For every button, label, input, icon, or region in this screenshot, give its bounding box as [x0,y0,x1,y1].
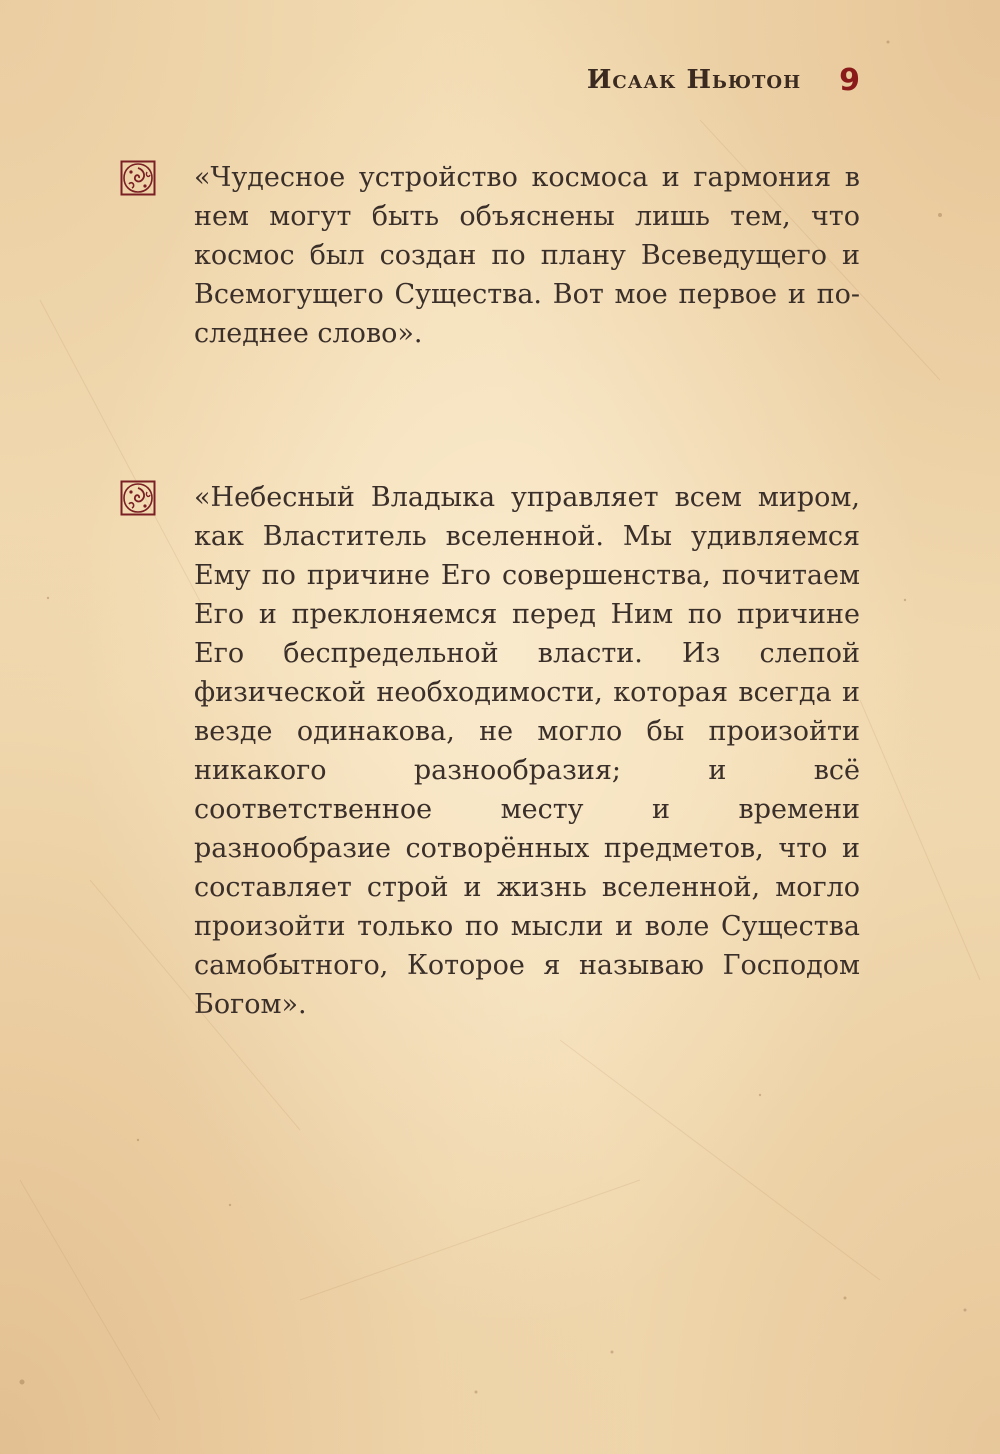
quote-block [120,478,860,1024]
quote-text: «Небесный Владыка управляет всем миром, как Властитель вселенной. Мы удивляемся Ему по причине Его совершенства, почитаем Его и преклоняемся перед Ним по причине Его беспредельной власти. Из слепой физической необходимости, которая всегда и везде одинакова, не могло бы произойти никакого разнообразия; и всё соответственное месту и времени разнообразие сотворённых предметов, что и составляет строй и жизнь вселенной, могло произойти только по мысли и воле Существа самобытного, Которое я называю Господом Богом». [194,482,860,1020]
running-title: Исаак Ньютон [586,65,802,95]
running-head [587,62,860,98]
floral-ornament-icon [120,480,156,516]
page-number: 9 [839,62,860,98]
quote-text: «Чудесное устройство космоса и гармония в нем могут быть объяснены лишь тем, что космос был создан по плану Всеведущего и Всемогущего Существа. Вот мое первое и последнее слово». [194,162,860,349]
quote-block [120,158,860,353]
floral-ornament-icon [120,160,156,196]
